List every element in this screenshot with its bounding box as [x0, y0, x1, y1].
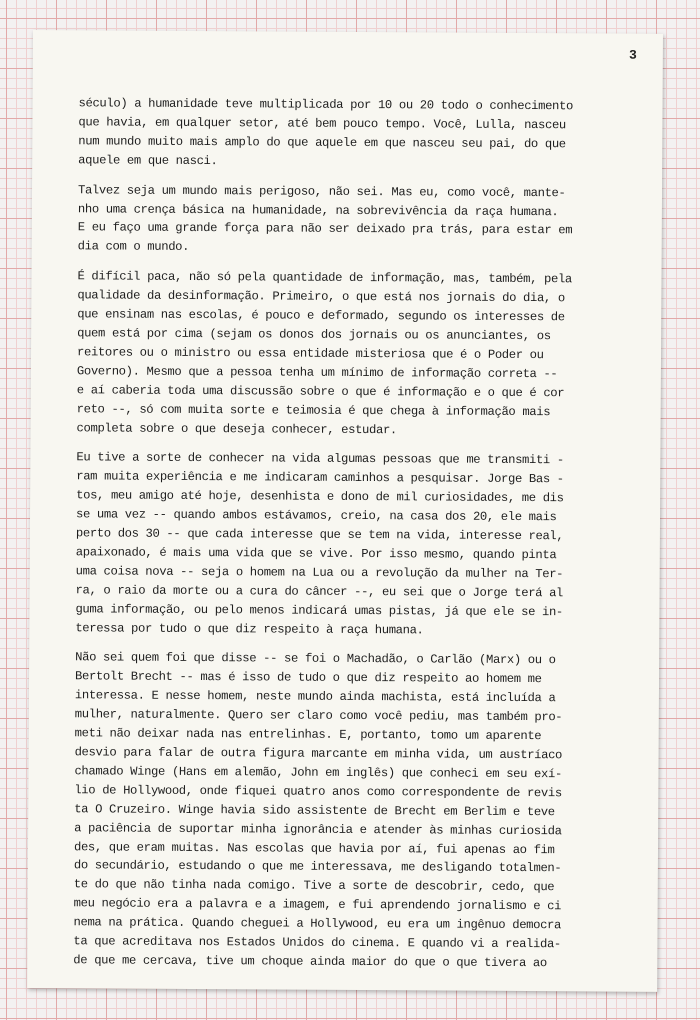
text-line: É difícil paca, não só pela quantidade de informação, mas, também, pela [77, 269, 572, 287]
text-line: Talvez seja um mundo mais perigoso, não sei. Mas eu, como você, mante- [77, 182, 566, 200]
text-line: perto dos 30 -- que cada interesse que se tem na vida, interesse real, [75, 526, 564, 544]
text-line: Não sei quem foi que disse -- se foi o Machadão, o Carlão (Marx) ou o [75, 650, 556, 668]
text-line: tos, meu amigo até hoje, desenhista e dono de mil curiosidades, me dis [76, 488, 564, 506]
text-line: qualidade da desinformação. Primeiro, o que está nos jornais do dia, o [77, 288, 565, 306]
text-line: Bertolt Brecht -- mas é isso de tudo o que diz respeito ao homem me [75, 669, 542, 687]
text-line: do secundário, estudando o que me interessava, me desligando totalmen- [73, 858, 562, 876]
paragraph [78, 181, 634, 260]
text-line: te do que não tinha nada comigo. Tive a sorte de descobrir, cedo, que [73, 877, 555, 895]
text-line: ta que acreditava nos Estados Unidos do cinema. E quando vi a realida- [73, 934, 561, 952]
paragraph [78, 94, 634, 173]
text-line: se uma vez -- quando ambos estávamos, creio, na casa dos 20, ele mais [75, 507, 557, 525]
text-line: quem está por cima (sejam os donos dos jornais ou os anunciantes, os [77, 326, 551, 344]
text-line: meti não deixar nada nas entrelinhas. E, portanto, tomo um aparente [74, 726, 542, 744]
text-line: uma coisa nova -- seja o homem na Lua ou a revolução da mulher na Ter- [75, 564, 564, 582]
text-line: ram muita experiência e me indicaram caminhos a pesquisar. Jorge Bas - [76, 469, 564, 487]
text-line: reitores ou o ministro ou essa entidade misteriosa que é o Poder ou [76, 345, 544, 362]
text-line: des, que eram muitas. Nas escolas que havia por aí, fui apenas ao fim [73, 839, 555, 857]
text-line: que ensinam nas escolas, é pouco e deformado, segundo os interesses de [77, 307, 565, 325]
text-line: dia com o mundo. [77, 239, 190, 255]
paragraph [75, 449, 632, 641]
text-line: E eu faço uma grande força para não ser deixado pra trás, para estar em [77, 220, 573, 238]
text-line: mulher, naturalmente. Quero ser claro como você pediu, mas também pro- [74, 707, 563, 725]
text-line: desvio para falar de outra figura marcante em minha vida, um austríaco [74, 745, 563, 763]
text-line: aquele em que nasci. [78, 152, 218, 168]
text-line: guma informação, ou pelo menos indicará umas pistas, já que ele se in- [75, 601, 563, 619]
text-line: chamado Winge (Hans em alemão, John em inglês) que conheci em seu exí- [74, 764, 562, 782]
text-line: Eu tive a sorte de conhecer na vida algumas pessoas que me transmiti - [76, 450, 564, 468]
text-line: a paciência de suportar minha ignorância e atender às minhas curiosida [74, 820, 562, 838]
text-line: apaixonado, é mais uma vida que se vive. Por isso mesmo, quando pinta [75, 545, 557, 563]
text-line: num mundo muito mais amplo do que aquele em que nasceu seu pai, do que [78, 134, 566, 152]
text-line: ta O Cruzeiro. Winge havia sido assistente de Brecht em Berlim e teve [74, 801, 555, 819]
text-line: que havia, em qualquer setor, até bem pouco tempo. Você, Lulla, nasceu [78, 115, 566, 133]
typewritten-page [27, 30, 663, 992]
text-line: século) a humanidade teve multiplicada por 10 ou 20 todo o conhecimento [78, 96, 574, 114]
text-line: e aí caberia toda uma discussão sobre o que é informação e o que é cor [76, 382, 565, 400]
text-line: reto --, só com muita sorte e teimosia é que chega à informação mais [76, 401, 551, 419]
text-line: meu negócio era a palavra e a imagem, e fui aprendendo jornalismo e ci [73, 896, 562, 914]
page-number: 3 [628, 47, 637, 63]
paragraph [73, 649, 631, 974]
body-text [73, 94, 634, 984]
text-line: lio de Hollywood, onde fiquei quatro anos como correspondente de revis [74, 783, 562, 801]
text-line: teressa por tudo o que diz respeito à raça humana. [75, 620, 424, 637]
text-line: de que me cercava, tive um choque ainda maior do que o que tivera ao [73, 953, 547, 971]
text-line: interessa. E nesse homem, neste mundo ainda machista, está incluída a [74, 688, 556, 706]
text-line: completa sobre o que deseja conhecer, estudar. [76, 420, 397, 437]
text-line: Governo). Mesmo que a pessoa tenha um mínimo de informação correta -- [76, 364, 558, 381]
paragraph [77, 268, 634, 442]
text-line: nho uma crença básica na humanidade, na sobrevivência da raça humana. [77, 201, 559, 219]
text-line: nema na prática. Quando cheguei a Hollywood, eu era um ingênuo democra [73, 915, 562, 933]
text-line: ra, o raio da morte ou a cura do câncer --, eu sei que o Jorge terá al [75, 583, 564, 600]
